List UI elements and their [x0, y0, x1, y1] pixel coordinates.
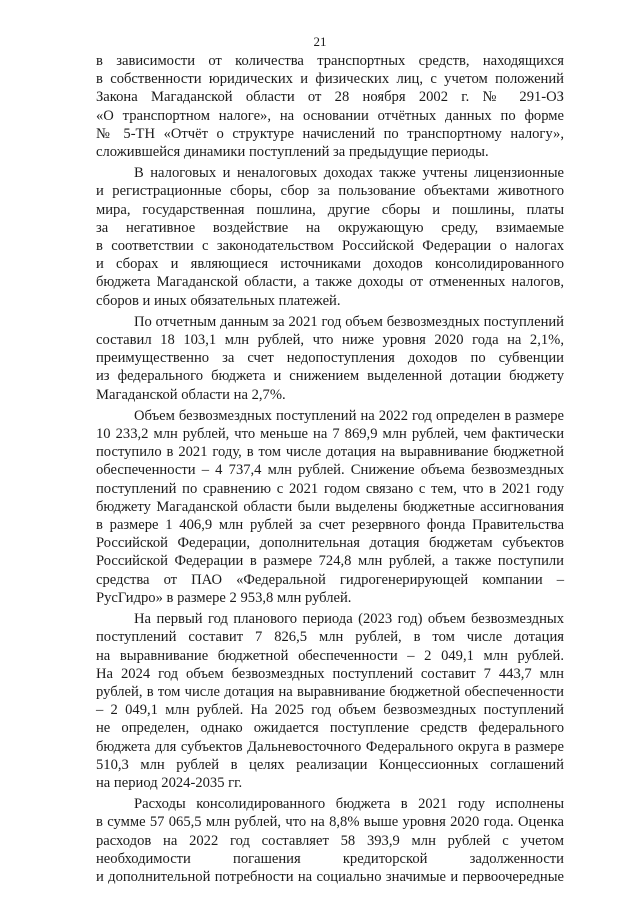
text-line: РусГидро» в размере 2 953,8 млн рублей. [96, 589, 352, 606]
text-line: рублей, в том числе дотация на выравнивание бюджетной обеспеченности [96, 683, 564, 700]
text-line: на выравнивание бюджетной обеспеченности – 2 049,1 млн рублей. [96, 647, 564, 664]
text-line: не определен, однако ожидается поступление средств федерального [96, 720, 564, 737]
text-line: Российской Федерации в размере 724,8 млн рублей, а также поступили [96, 553, 564, 570]
text-line: Расходы консолидированного бюджета в 2021 году исполнены [134, 796, 564, 813]
text-line: поступлений по сравнению с 2021 годом связано с тем, что в 2021 году [96, 480, 564, 497]
text-line: составил 18 103,1 млн рублей, что ниже уровня 2020 года на 2,1%, [96, 332, 564, 349]
text-line: и регистрационные сборы, сбор за пользование объектами животного [96, 183, 564, 200]
text-line: Закона Магаданской области от 28 ноября 2002 г. № 291-ОЗ [96, 89, 564, 106]
text-line: На первый год планового периода (2023 год) объем безвозмездных [134, 611, 564, 628]
text-line: поступило в 2021 году, в том числе дотация на выравнивание бюджетной [96, 444, 564, 461]
text-line: в зависимости от количества транспортных средств, находящихся [96, 53, 564, 69]
text-line: В налоговых и неналоговых доходах также учтены лицензионные [134, 165, 564, 182]
text-line: Объем безвозмездных поступлений на 2022 год определен в размере [134, 407, 564, 424]
page-number: 21 [313, 34, 327, 49]
text-line: в размере 1 406,9 млн рублей за счет резервного фонда Правительства [96, 517, 564, 534]
text-line: на период 2024-2035 гг. [96, 774, 243, 791]
text-line: необходимости погашения кредиторской задолженности [96, 850, 564, 867]
text-line: в соответствии с законодательством Российской Федерации о налогах [96, 238, 564, 255]
text-line: из федерального бюджета и снижением выделенной дотации бюджету [96, 368, 564, 385]
text-line: Российской Федерации, дополнительная дотация бюджетам субъектов [96, 535, 564, 552]
text-line: мира, государственная пошлина, другие сборы и пошлины, платы [96, 201, 564, 218]
text-line: преимущественно за счет недопоступления доходов по субвенции [96, 350, 564, 367]
text-line: в собственности юридических и физических лиц, с учетом положений [96, 71, 564, 88]
text-line: сложившейся динамики поступлений за предыдущие периоды. [96, 144, 489, 161]
body-text [96, 52, 564, 886]
text-line: – 2 049,1 млн рублей. На 2025 год объем безвозмездных поступлений [96, 702, 564, 719]
text-line: 510,3 млн рублей в целях реализации Концессионных соглашений [96, 756, 564, 773]
text-line: расходов на 2022 год составляет 58 393,9 млн рублей с учетом [96, 832, 564, 849]
text-line: По отчетным данным за 2021 год объем безвозмездных поступлений [134, 313, 564, 330]
text-line: Магаданской области на 2,7%. [96, 386, 286, 403]
text-line: На 2024 год объем безвозмездных поступлений составит 7 443,7 млн [96, 665, 564, 682]
text-line: «О транспортном налоге», на основании отчётных данных по форме [96, 107, 564, 124]
text-line: в сумме 57 065,5 млн рублей, что на 8,8% выше уровня 2020 года. Оценка [96, 814, 564, 831]
text-line: и сборах и являющиеся источниками доходов консолидированного [96, 256, 564, 273]
text-line: бюджета Магаданской области, а также доходы от отмененных налогов, [96, 274, 564, 291]
text-line: бюджету Магаданской области были выделены бюджетные ассигнования [96, 498, 564, 515]
text-line: бюджета для субъектов Дальневосточного Федерального округа в размере [96, 738, 564, 755]
text-line: обеспеченности – 4 737,4 млн рублей. Снижение объема безвозмездных [96, 462, 564, 479]
text-line: поступлений составит 7 826,5 млн рублей, в том числе дотация [96, 629, 564, 646]
text-line: средства от ПАО «Федеральной гидрогенерирующей компании – [96, 571, 564, 588]
text-line: № 5-ТН «Отчёт о структуре начислений по транспортному налогу», [96, 125, 564, 142]
text-line: 10 233,2 млн рублей, что меньше на 7 869,9 млн рублей, чем фактически [96, 426, 564, 443]
text-line: сборов и иных обязательных платежей. [96, 292, 341, 309]
text-line: за негативное воздействие на окружающую среду, взимаемые [96, 219, 564, 236]
text-line: и дополнительной потребности на социально значимые и первоочередные [96, 868, 564, 885]
